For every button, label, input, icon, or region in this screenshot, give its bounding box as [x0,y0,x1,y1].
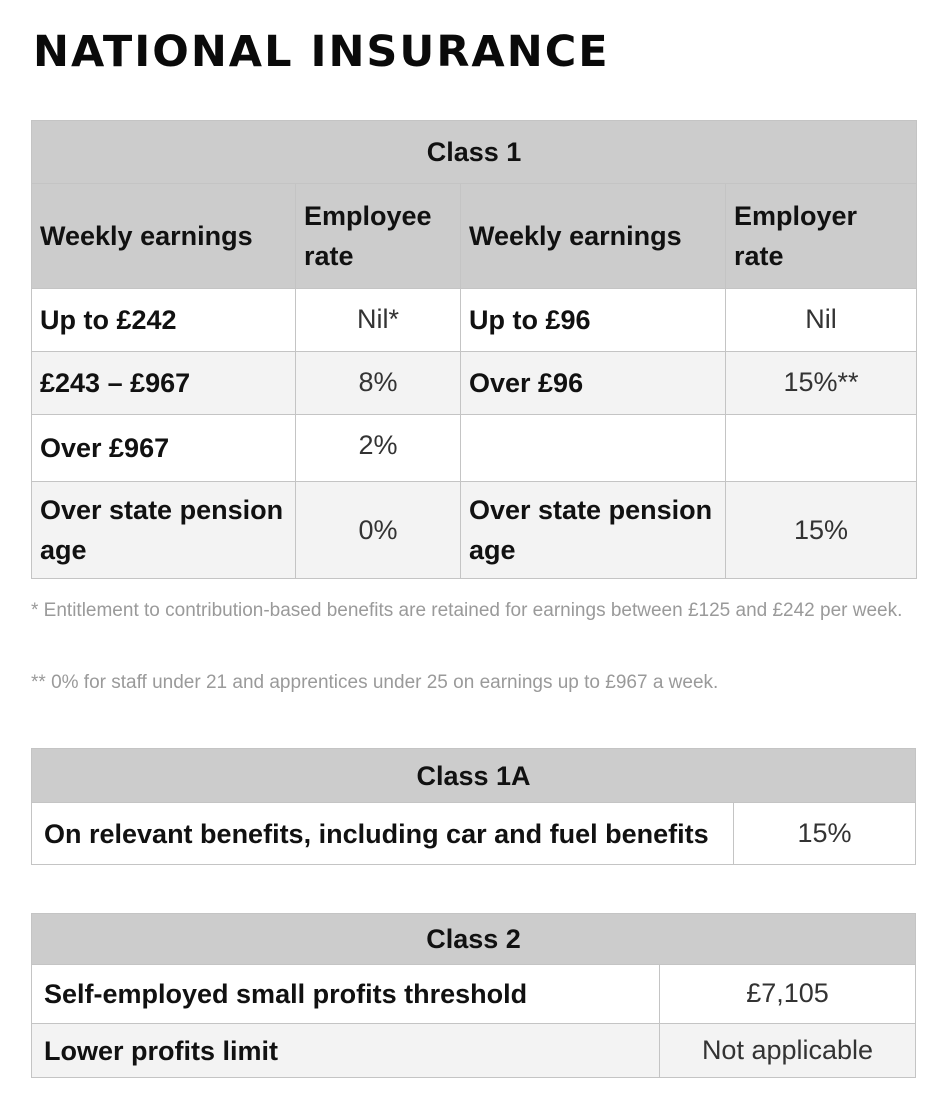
employer-rate-header: Employer rate [726,184,917,289]
employer-rate-cell: Nil [726,289,917,352]
employee-rate-header: Employee rate [296,184,461,289]
benefits-value-cell: 15% [734,803,916,865]
table-row [32,482,917,579]
employer-rate-cell: 15% [726,482,917,579]
employee-earnings-cell: Up to £242 [32,289,296,352]
class-1a-title: Class 1A [32,749,916,803]
employer-rate-cell: 15%** [726,352,917,415]
employer-earnings-cell: Up to £96 [461,289,726,352]
employee-earnings-cell: Over £967 [32,415,296,482]
table-row [32,1024,916,1078]
footnote-employer-rate: ** 0% for staff under 21 and apprentices under 25 on earnings up to £967 a week. [31,672,719,693]
lower-profits-label-cell: Lower profits limit [32,1024,660,1078]
employee-earnings-cell: £243 – £967 [32,352,296,415]
class-1-table [31,120,917,579]
page-title: NATIONAL INSURANCE [33,27,610,77]
table-row [32,289,917,352]
employee-rate-cell: Nil* [296,289,461,352]
employee-rate-cell: 0% [296,482,461,579]
employee-rate-cell: 8% [296,352,461,415]
employer-earnings-cell: Over £96 [461,352,726,415]
table-row [32,965,916,1024]
table-row [32,352,917,415]
table-row [32,803,916,865]
table-row [32,415,917,482]
class-1a-table [31,748,916,865]
lower-profits-value-cell: Not applicable [660,1024,916,1078]
employee-weekly-earnings-header: Weekly earnings [32,184,296,289]
class-1-title: Class 1 [32,121,917,184]
employer-weekly-earnings-header: Weekly earnings [461,184,726,289]
employer-rate-cell [726,415,917,482]
employee-earnings-cell: Over state pension age [32,482,296,579]
benefits-label-cell: On relevant benefits, including car and fuel benefits [32,803,734,865]
employee-rate-cell: 2% [296,415,461,482]
threshold-label-cell: Self-employed small profits threshold [32,965,660,1024]
threshold-value-cell: £7,105 [660,965,916,1024]
footnote-benefits: * Entitlement to contribution-based benefits are retained for earnings between £125 and £242 per week. [31,600,903,621]
class-2-title: Class 2 [32,914,916,965]
employer-earnings-cell [461,415,726,482]
employer-earnings-cell: Over state pension age [461,482,726,579]
class-2-table [31,913,916,1078]
